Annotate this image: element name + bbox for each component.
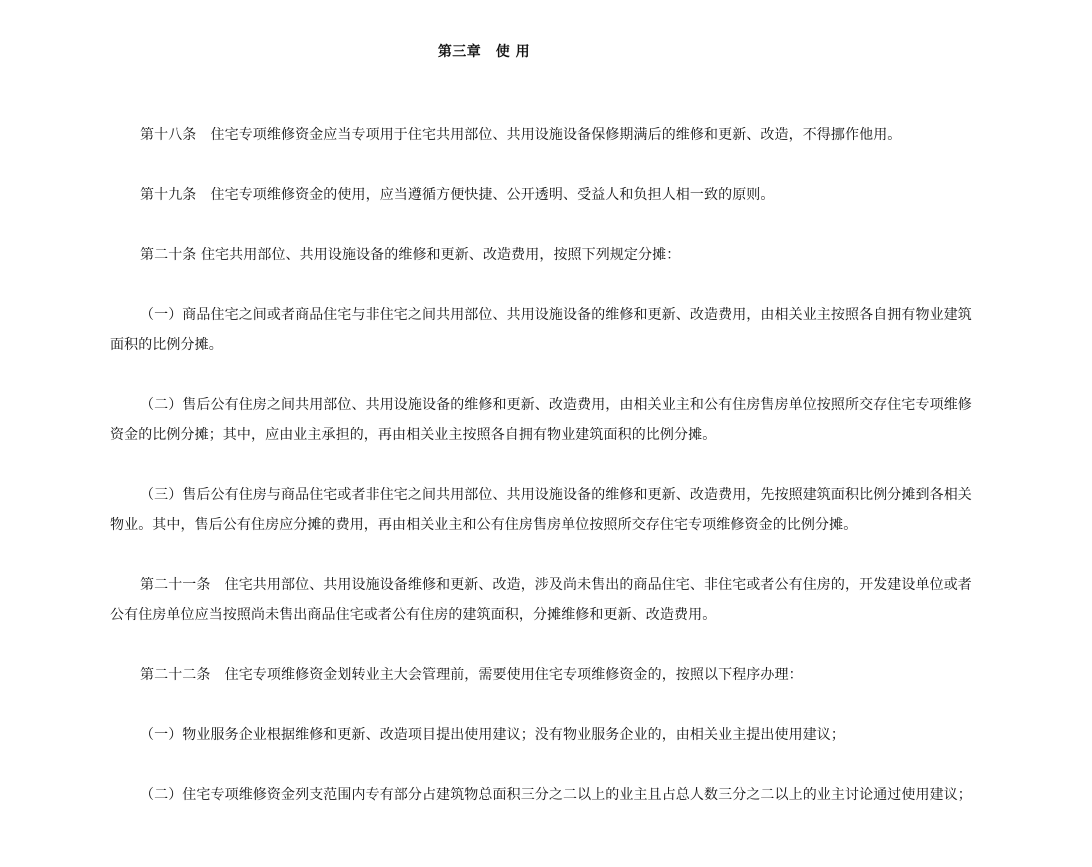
article-22: 第二十二条 住宅专项维修资金划转业主大会管理前，需要使用住宅专项维修资金的，按照以下程序办理： bbox=[140, 667, 803, 683]
article-22-item-2: （二）住宅专项维修资金列支范围内专有部分占建筑物总面积三分之二以上的业主且占总人数三分之二以上的业主讨论通过使用建议； bbox=[140, 787, 972, 803]
article-21: 第二十一条 住宅共用部位、共用设施设备维修和更新、改造，涉及尚未售出的商品住宅、非住宅或者公有住房的，开发建设单位或者公有住房单位应当按照尚未售出商品住宅或者公有住房的建筑面积，分摊维修和更新、改造费用。 bbox=[110, 577, 972, 623]
article-20: 第二十条 住宅共用部位、共用设施设备的维修和更新、改造费用，按照下列规定分摊： bbox=[140, 247, 681, 263]
article-18: 第十八条 住宅专项维修资金应当专项用于住宅共用部位、共用设施设备保修期满后的维修和更新、改造，不得挪作他用。 bbox=[140, 127, 902, 143]
chapter-title: 第三章 使 用 bbox=[437, 44, 531, 60]
article-20-item-3: （三）售后公有住房与商品住宅或者非住宅之间共用部位、共用设施设备的维修和更新、改造费用，先按照建筑面积比例分摊到各相关物业。其中，售后公有住房应分摊的费用，再由相关业主和公有住房售房单位按照所交存住宅专项维修资金的比例分摊。 bbox=[110, 487, 972, 533]
article-22-item-1: （一）物业服务企业根据维修和更新、改造项目提出使用建议；没有物业服务企业的，由相关业主提出使用建议； bbox=[140, 727, 845, 743]
article-20-item-2: （二）售后公有住房之间共用部位、共用设施设备的维修和更新、改造费用，由相关业主和公有住房售房单位按照所交存住宅专项维修资金的比例分摊；其中，应由业主承担的，再由相关业主按照各自拥有物业建筑面积的比例分摊。 bbox=[110, 397, 972, 443]
article-20-item-1: （一）商品住宅之间或者商品住宅与非住宅之间共用部位、共用设施设备的维修和更新、改造费用，由相关业主按照各自拥有物业建筑面积的比例分摊。 bbox=[110, 307, 972, 353]
article-19: 第十九条 住宅专项维修资金的使用，应当遵循方便快捷、公开透明、受益人和负担人相一致的原则。 bbox=[140, 187, 775, 203]
